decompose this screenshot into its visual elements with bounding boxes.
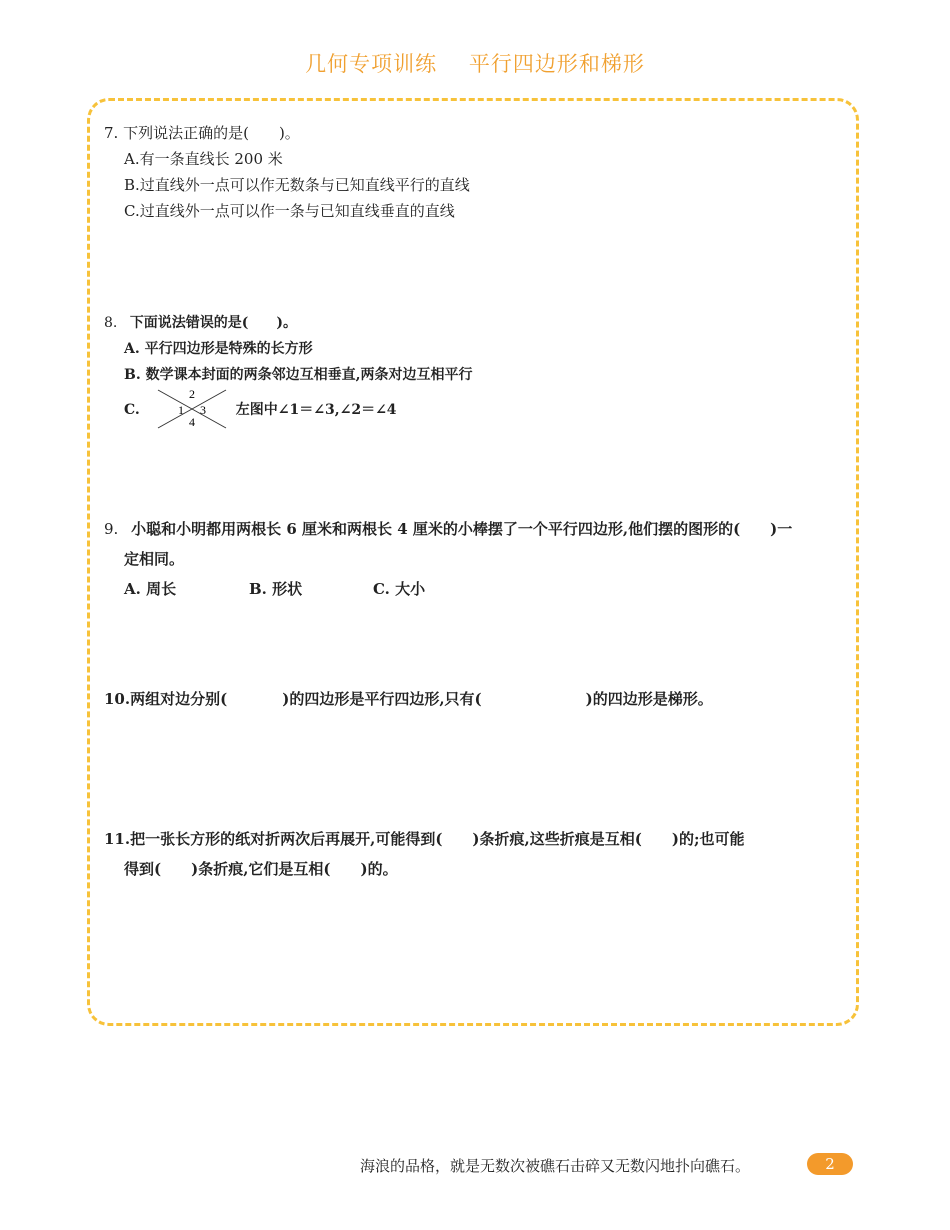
- angle-label-3: 3: [199, 403, 206, 417]
- question-9-option-a: A. 周长: [124, 580, 177, 598]
- footer-quote: 海浪的品格，就是无数次被礁石击碎又无数闪地扑向礁石。: [360, 1157, 751, 1175]
- angle-label-1: 1: [177, 403, 184, 417]
- question-8-option-c-text: 左图中∠1＝∠3,∠2＝∠4: [235, 402, 397, 418]
- question-9-text: 小聪和小明都用两根长 6 厘米和两根长 4 厘米的小棒摆了一个平行四边形,他们摆的图形的( )一: [131, 520, 793, 538]
- question-7-text: 下列说法正确的是( )。: [123, 124, 300, 142]
- page-number-badge: 2: [807, 1153, 853, 1175]
- question-8-option-c: [104, 388, 472, 432]
- question-7-option-b: B.过直线外一点可以作无数条与已知直线平行的直线: [124, 176, 470, 194]
- question-7: [104, 120, 470, 224]
- header-part2: 平行四边形和梯形: [468, 52, 645, 76]
- question-9-option-c: C. 大小: [373, 580, 426, 598]
- page-header-title: [0, 48, 950, 78]
- angle-label-4: 4: [188, 415, 195, 429]
- question-9-option-b: B. 形状: [249, 580, 303, 598]
- intersecting-lines-figure: [150, 388, 232, 432]
- question-9-stem-line1: [104, 514, 792, 544]
- question-8-number: 8.: [104, 315, 118, 331]
- angle-label-2: 2: [188, 388, 195, 401]
- question-11-number: 11.: [104, 830, 131, 848]
- question-9-stem-line2: 定相同。: [124, 550, 185, 568]
- question-8-text: 下面说法错误的是( )。: [129, 315, 298, 331]
- question-7-option-a: A.有一条直线长 200 米: [124, 150, 283, 168]
- question-9-options: [104, 574, 792, 604]
- question-11-text-line1: 把一张长方形的纸对折两次后再展开,可能得到( )条折痕,这些折痕是互相( )的;也可能: [130, 830, 745, 848]
- question-11-line1: [104, 824, 744, 854]
- question-10-number: 10.: [104, 690, 131, 708]
- question-7-number: 7.: [104, 124, 119, 142]
- question-11-line2: 得到( )条折痕,它们是互相( )的。: [124, 860, 398, 878]
- question-10-text-b: )的四边形是平行四边形,只有(: [282, 690, 482, 708]
- question-10-text-c: )的四边形是梯形。: [585, 690, 713, 708]
- question-8-option-b: B. 数学课本封面的两条邻边互相垂直,两条对边互相平行: [124, 367, 473, 383]
- question-10-text-a: 两组对边分别(: [130, 690, 228, 708]
- question-10: [104, 686, 713, 712]
- question-8-option-a: A. 平行四边形是特殊的长方形: [124, 341, 313, 357]
- question-11: [104, 824, 744, 884]
- question-8: [104, 310, 472, 432]
- question-9: [104, 514, 792, 604]
- question-9-number: 9.: [104, 520, 119, 538]
- header-part1: 几何专项训练: [305, 52, 438, 76]
- question-7-stem: [104, 120, 470, 146]
- question-8-option-c-label: C.: [124, 402, 140, 418]
- question-7-option-c: C.过直线外一点可以作一条与已知直线垂直的直线: [124, 202, 455, 220]
- question-8-stem: [104, 310, 472, 336]
